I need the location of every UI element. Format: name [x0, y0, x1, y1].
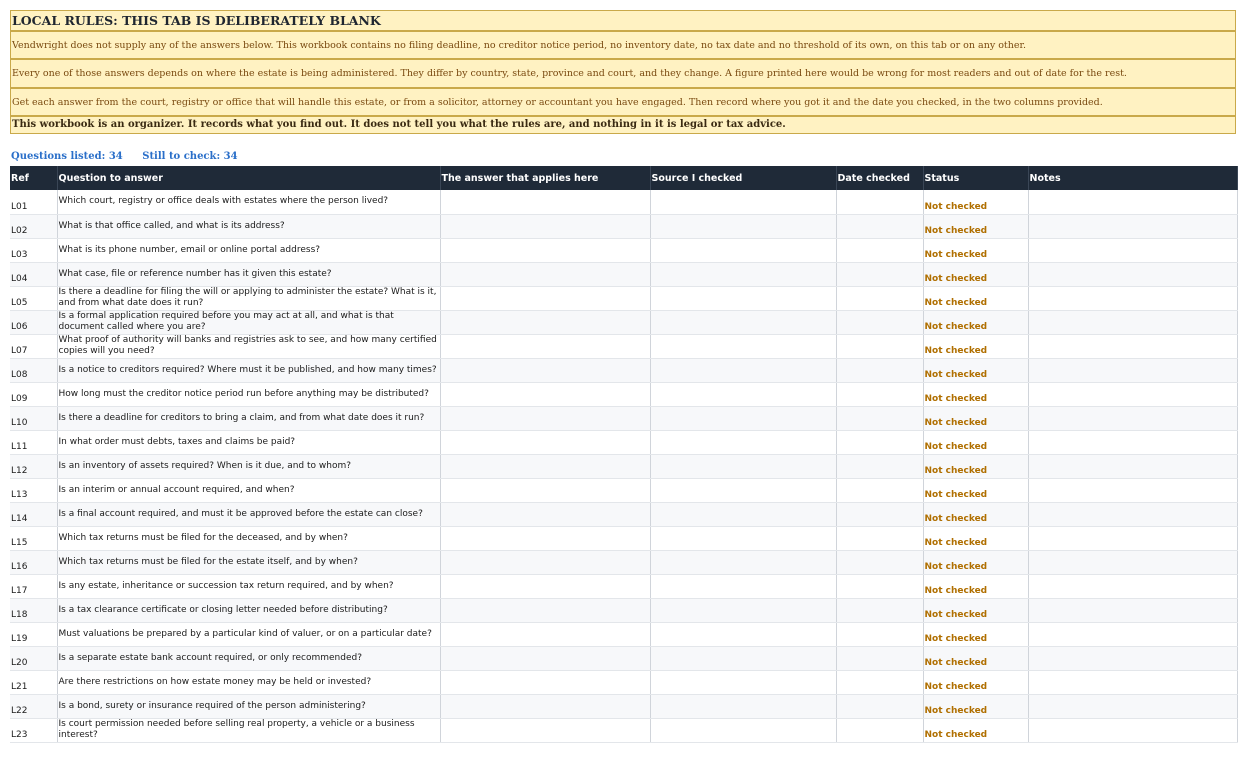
source-cell[interactable]: [650, 190, 836, 214]
source-cell[interactable]: [650, 574, 836, 598]
notes-cell[interactable]: [1028, 622, 1237, 646]
source-cell[interactable]: [650, 478, 836, 502]
ref-cell: L14: [10, 502, 57, 526]
table-row: [10, 670, 1237, 694]
question-cell: Is an inventory of assets required? When is it due, and to whom?: [57, 454, 440, 478]
status-cell[interactable]: Not checked: [923, 406, 1028, 430]
question-cell: Is a separate estate bank account required, or only recommended?: [57, 646, 440, 670]
answer-cell[interactable]: [440, 718, 650, 742]
answer-cell[interactable]: [440, 646, 650, 670]
answer-cell[interactable]: [440, 670, 650, 694]
date-checked-cell[interactable]: [836, 430, 923, 454]
table-header-row: [10, 166, 1237, 190]
question-cell: Is there a deadline for creditors to bring a claim, and from what date does it run?: [57, 406, 440, 430]
notes-cell[interactable]: [1028, 262, 1237, 286]
notes-cell[interactable]: [1028, 190, 1237, 214]
source-cell[interactable]: [650, 214, 836, 238]
source-cell[interactable]: [650, 358, 836, 382]
question-cell: Is a formal application required before you may act at all, and what is that document called where you are?: [57, 310, 440, 334]
date-checked-cell[interactable]: [836, 598, 923, 622]
table-row: [10, 358, 1237, 382]
status-cell[interactable]: Not checked: [923, 646, 1028, 670]
table-row: [10, 550, 1237, 574]
date-checked-cell[interactable]: [836, 550, 923, 574]
table-row: [10, 262, 1237, 286]
ref-cell: L15: [10, 526, 57, 550]
date-checked-cell[interactable]: [836, 406, 923, 430]
status-cell[interactable]: Not checked: [923, 334, 1028, 358]
header-status[interactable]: Status: [923, 166, 1028, 190]
table-row: [10, 526, 1237, 550]
answer-cell[interactable]: [440, 406, 650, 430]
notes-cell[interactable]: [1028, 286, 1237, 310]
question-counts: [11, 151, 254, 162]
ref-cell: L08: [10, 358, 57, 382]
notes-cell[interactable]: [1028, 334, 1237, 358]
status-cell[interactable]: Not checked: [923, 190, 1028, 214]
source-cell[interactable]: [650, 406, 836, 430]
table-row: [10, 430, 1237, 454]
notes-cell[interactable]: [1028, 670, 1237, 694]
questions-listed-count: Questions listed: 34: [11, 151, 123, 162]
ref-cell: L02: [10, 214, 57, 238]
question-cell: Is a final account required, and must it be approved before the estate can close?: [57, 502, 440, 526]
table-row: [10, 214, 1237, 238]
source-cell[interactable]: [650, 670, 836, 694]
ref-cell: L18: [10, 598, 57, 622]
header-answer[interactable]: The answer that applies here: [440, 166, 650, 190]
status-cell[interactable]: Not checked: [923, 286, 1028, 310]
table-row: [10, 622, 1237, 646]
notes-cell[interactable]: [1028, 694, 1237, 718]
date-checked-cell[interactable]: [836, 262, 923, 286]
status-cell[interactable]: Not checked: [923, 262, 1028, 286]
answer-cell[interactable]: [440, 262, 650, 286]
date-checked-cell[interactable]: [836, 310, 923, 334]
header-date-checked[interactable]: Date checked: [836, 166, 923, 190]
question-cell: Must valuations be prepared by a particular kind of valuer, or on a particular date?: [57, 622, 440, 646]
source-cell[interactable]: [650, 622, 836, 646]
status-cell[interactable]: Not checked: [923, 670, 1028, 694]
table-row: [10, 694, 1237, 718]
header-source[interactable]: Source I checked: [650, 166, 836, 190]
question-cell: Is a bond, surety or insurance required of the person administering?: [57, 694, 440, 718]
date-checked-cell[interactable]: [836, 214, 923, 238]
header-ref[interactable]: Ref: [10, 166, 57, 190]
answer-cell[interactable]: [440, 214, 650, 238]
banner-note-3: Get each answer from the court, registry or office that will handle this estate, or from a solicitor, attorney or accountant you have engaged. Then record where you got it and the date you checked, in the two columns provided.: [10, 88, 1236, 116]
ref-cell: L03: [10, 238, 57, 262]
table-row: [10, 502, 1237, 526]
date-checked-cell[interactable]: [836, 190, 923, 214]
table-row: [10, 598, 1237, 622]
status-cell[interactable]: Not checked: [923, 238, 1028, 262]
ref-cell: L05: [10, 286, 57, 310]
answer-cell[interactable]: [440, 358, 650, 382]
date-checked-cell[interactable]: [836, 502, 923, 526]
answer-cell[interactable]: [440, 238, 650, 262]
answer-cell[interactable]: [440, 526, 650, 550]
ref-cell: L20: [10, 646, 57, 670]
answer-cell[interactable]: [440, 430, 650, 454]
answer-cell[interactable]: [440, 598, 650, 622]
question-cell: Is court permission needed before selling real property, a vehicle or a business interest?: [57, 718, 440, 742]
status-cell[interactable]: Not checked: [923, 526, 1028, 550]
answer-cell[interactable]: [440, 694, 650, 718]
answer-cell[interactable]: [440, 502, 650, 526]
status-cell[interactable]: Not checked: [923, 478, 1028, 502]
notes-cell[interactable]: [1028, 430, 1237, 454]
table-row: [10, 406, 1237, 430]
notes-cell[interactable]: [1028, 574, 1237, 598]
source-cell[interactable]: [650, 262, 836, 286]
answer-cell[interactable]: [440, 334, 650, 358]
source-cell[interactable]: [650, 646, 836, 670]
banner-note-1: Vendwright does not supply any of the answers below. This workbook contains no filing deadline, no creditor notice period, no inventory date, no tax date and no threshold of its own, on this tab or on any other.: [10, 31, 1236, 59]
status-cell[interactable]: Not checked: [923, 622, 1028, 646]
notes-cell[interactable]: [1028, 550, 1237, 574]
ref-cell: L11: [10, 430, 57, 454]
ref-cell: L13: [10, 478, 57, 502]
question-cell: Which tax returns must be filed for the estate itself, and by when?: [57, 550, 440, 574]
date-checked-cell[interactable]: [836, 718, 923, 742]
date-checked-cell[interactable]: [836, 646, 923, 670]
date-checked-cell[interactable]: [836, 454, 923, 478]
status-cell[interactable]: Not checked: [923, 502, 1028, 526]
notes-cell[interactable]: [1028, 214, 1237, 238]
banner-warning: This workbook is an organizer. It records what you find out. It does not tell you what the rules are, and nothing in it is legal or tax advice.: [10, 116, 1236, 134]
status-cell[interactable]: Not checked: [923, 598, 1028, 622]
ref-cell: L21: [10, 670, 57, 694]
date-checked-cell[interactable]: [836, 694, 923, 718]
table-row: [10, 334, 1237, 358]
ref-cell: L04: [10, 262, 57, 286]
source-cell[interactable]: [650, 718, 836, 742]
question-cell: Which court, registry or office deals with estates where the person lived?: [57, 190, 440, 214]
table-row: [10, 190, 1237, 214]
notes-cell[interactable]: [1028, 310, 1237, 334]
source-cell[interactable]: [650, 430, 836, 454]
status-cell[interactable]: Not checked: [923, 382, 1028, 406]
table-row: [10, 382, 1237, 406]
table-row: [10, 310, 1237, 334]
question-cell: Is any estate, inheritance or succession tax return required, and by when?: [57, 574, 440, 598]
date-checked-cell[interactable]: [836, 670, 923, 694]
answer-cell[interactable]: [440, 622, 650, 646]
table-row: [10, 574, 1237, 598]
ref-cell: L10: [10, 406, 57, 430]
answer-cell[interactable]: [440, 550, 650, 574]
date-checked-cell[interactable]: [836, 574, 923, 598]
question-cell: What is its phone number, email or online portal address?: [57, 238, 440, 262]
date-checked-cell[interactable]: [836, 334, 923, 358]
status-cell[interactable]: Not checked: [923, 358, 1028, 382]
ref-cell: L16: [10, 550, 57, 574]
source-cell[interactable]: [650, 382, 836, 406]
question-cell: Is there a deadline for filing the will or applying to administer the estate? What is it, and from what date does it run?: [57, 286, 440, 310]
source-cell[interactable]: [650, 286, 836, 310]
question-cell: Which tax returns must be filed for the deceased, and by when?: [57, 526, 440, 550]
ref-cell: L09: [10, 382, 57, 406]
ref-cell: L19: [10, 622, 57, 646]
status-cell[interactable]: Not checked: [923, 550, 1028, 574]
table-row: [10, 718, 1237, 742]
source-cell[interactable]: [650, 334, 836, 358]
status-cell[interactable]: Not checked: [923, 454, 1028, 478]
status-cell[interactable]: Not checked: [923, 430, 1028, 454]
date-checked-cell[interactable]: [836, 526, 923, 550]
source-cell[interactable]: [650, 526, 836, 550]
status-cell[interactable]: Not checked: [923, 310, 1028, 334]
notes-cell[interactable]: [1028, 454, 1237, 478]
question-cell: Is a notice to creditors required? Where must it be published, and how many times?: [57, 358, 440, 382]
question-cell: What case, file or reference number has it given this estate?: [57, 262, 440, 286]
table-row: [10, 454, 1237, 478]
question-cell: In what order must debts, taxes and claims be paid?: [57, 430, 440, 454]
answer-cell[interactable]: [440, 454, 650, 478]
table-row: [10, 286, 1237, 310]
notes-cell[interactable]: [1028, 238, 1237, 262]
notes-cell[interactable]: [1028, 406, 1237, 430]
question-cell: How long must the creditor notice period run before anything may be distributed?: [57, 382, 440, 406]
notes-cell[interactable]: [1028, 478, 1237, 502]
ref-cell: L07: [10, 334, 57, 358]
answer-cell[interactable]: [440, 574, 650, 598]
question-cell: What is that office called, and what is its address?: [57, 214, 440, 238]
notes-cell[interactable]: [1028, 502, 1237, 526]
ref-cell: L23: [10, 718, 57, 742]
notes-cell[interactable]: [1028, 358, 1237, 382]
source-cell[interactable]: [650, 454, 836, 478]
answer-cell[interactable]: [440, 310, 650, 334]
table-row: [10, 478, 1237, 502]
answer-cell[interactable]: [440, 190, 650, 214]
source-cell[interactable]: [650, 598, 836, 622]
ref-cell: L22: [10, 694, 57, 718]
status-cell[interactable]: Not checked: [923, 574, 1028, 598]
notes-cell[interactable]: [1028, 718, 1237, 742]
ref-cell: L12: [10, 454, 57, 478]
ref-cell: L06: [10, 310, 57, 334]
date-checked-cell[interactable]: [836, 238, 923, 262]
notes-cell[interactable]: [1028, 382, 1237, 406]
header-question[interactable]: Question to answer: [57, 166, 440, 190]
header-notes[interactable]: Notes: [1028, 166, 1237, 190]
notes-cell[interactable]: [1028, 646, 1237, 670]
date-checked-cell[interactable]: [836, 478, 923, 502]
ref-cell: L17: [10, 574, 57, 598]
table-row: [10, 238, 1237, 262]
source-cell[interactable]: [650, 502, 836, 526]
date-checked-cell[interactable]: [836, 622, 923, 646]
banner-note-2: Every one of those answers depends on where the estate is being administered. They differ by country, state, province and court, and they change. A figure printed here would be wrong for most readers and out of date for the rest.: [10, 59, 1236, 88]
question-cell: What proof of authority will banks and registries ask to see, and how many certified copies will you need?: [57, 334, 440, 358]
status-cell[interactable]: Not checked: [923, 718, 1028, 742]
ref-cell: L01: [10, 190, 57, 214]
still-to-check-count: Still to check: 34: [142, 151, 238, 162]
status-cell[interactable]: Not checked: [923, 214, 1028, 238]
question-cell: Is an interim or annual account required, and when?: [57, 478, 440, 502]
answer-cell[interactable]: [440, 382, 650, 406]
date-checked-cell[interactable]: [836, 382, 923, 406]
answer-cell[interactable]: [440, 286, 650, 310]
notes-cell[interactable]: [1028, 526, 1237, 550]
source-cell[interactable]: [650, 550, 836, 574]
date-checked-cell[interactable]: [836, 358, 923, 382]
notes-cell[interactable]: [1028, 598, 1237, 622]
local-rules-table: [10, 166, 1237, 743]
banner-title: LOCAL RULES: THIS TAB IS DELIBERATELY BLANK: [10, 10, 1236, 31]
source-cell[interactable]: [650, 238, 836, 262]
date-checked-cell[interactable]: [836, 286, 923, 310]
question-cell: Are there restrictions on how estate money may be held or invested?: [57, 670, 440, 694]
source-cell[interactable]: [650, 310, 836, 334]
table-row: [10, 646, 1237, 670]
status-cell[interactable]: Not checked: [923, 694, 1028, 718]
source-cell[interactable]: [650, 694, 836, 718]
answer-cell[interactable]: [440, 478, 650, 502]
question-cell: Is a tax clearance certificate or closing letter needed before distributing?: [57, 598, 440, 622]
